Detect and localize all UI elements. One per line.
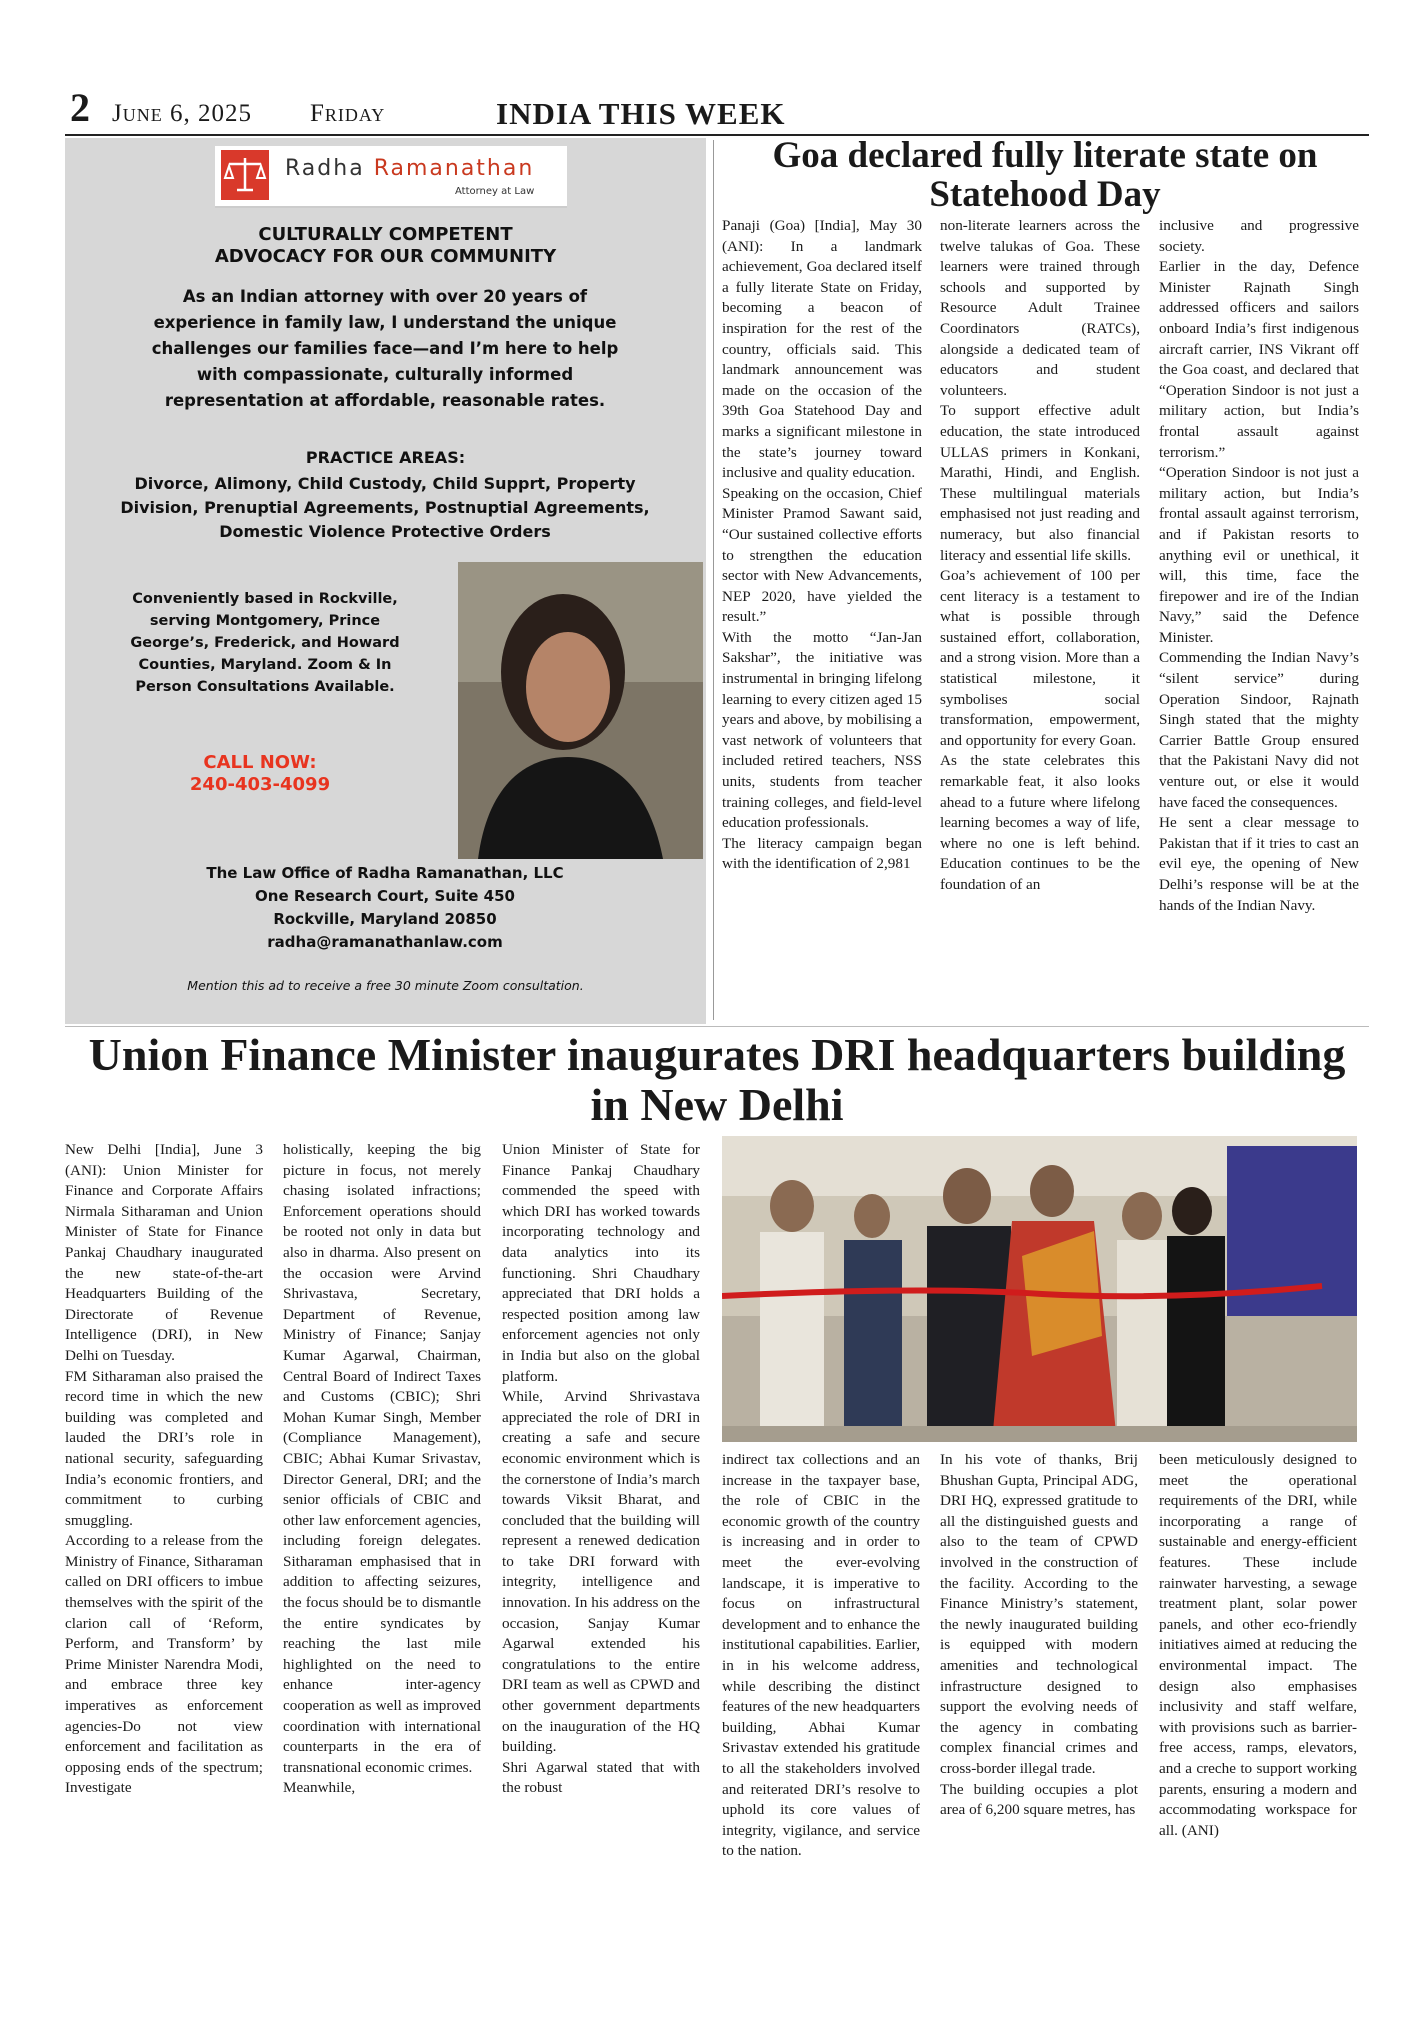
ad-call-now [135,752,385,796]
page-number: 2 [70,85,90,130]
ad-headline: CULTURALLY COMPETENT ADVOCACY FOR OUR COMMUNITY [214,224,557,267]
column-divider [713,140,714,1020]
dri-column-3: Union Minister of State for Finance Pankaj Chaudhary commended the speed with which DRI has worked towards incorporating technology and data analytics into its functioning. Shri Chaudhary appreciated that DRI holds a respected position among law enforcement agencies not only in India but also on the global platform. While, Arvind Shrivastava appreciated the role of DRI in creating a safe and secure economic environment which is the cornerstone of India’s march towards Viksit Bharat, and concluded that the building will represent a renewed dedication to take DRI forward with integrity, intelligence and innovation. In his address on the occasion, Sanjay Kumar Agarwal extended his congratulations to the entire DRI team as well as CPWD and other government departments on the inauguration of the HQ building. Shri Agarwal stated that with the robust [502,1141,700,1797]
practice-areas-list: Divorce, Alimony, Child Custody, Child Supprt, Property Division, Prenuptial Agreements, Postnuptial Agreements, Domestic Violence Protective Orders [120,474,650,541]
law-office-ad [65,138,706,1024]
ad-phone: 240-403-4099 [189,774,331,795]
dri-headline: Union Finance Minister inaugurates DRI headquarters building in New Delhi [88,1029,1346,1130]
issue-date: June 6, 2025 [112,100,252,127]
ad-office-address: The Law Office of Radha Ramanathan, LLC One Research Court, Suite 450 Rockville, Maryland 20850 radha@ramanathanlaw.com [206,864,564,951]
goa-column-2: non-literate learners across the twelve talukas of Goa. These learners were trained through schools and supported by Resource Adult Trainee Coordinators (RATCs), alongside a dedicated team of educators and student volunteers. To support effective adult education, the state introduced ULLAS primers in Konkani, Marathi, Hindi, and English. These multilingual materials emphasised not just reading and numeracy, but also financial literacy and essential life skills. Goa’s achievement of 100 per cent literacy is a testament to what is possible through sustained effort, collaboration, and a strong vision. More than a statistical milestone, it symbolises social transformation, empowerment, and opportunity for every Goan. As the state celebrates this remarkable feat, it also looks ahead to a future where lifelong learning becomes a way of life, where no one is left behind. Education continues to be the foundation of an [940,217,1140,893]
ad-logo [215,146,567,208]
goa-column-1: Panaji (Goa) [India], May 30 (ANI): In a landmark achievement, Goa declared itself a fully literate State on Friday, becoming a beacon of inspiration for the rest of the country, officials said. This landmark announcement was made on the occasion of the 39th Goa Statehood Day and marks a significant milestone in the state’s journey toward inclusive and quality education. Speaking on the occasion, Chief Minister Pramod Sawant said, “Our sustained collective efforts to strengthen the education sector with New Advancements, NEP 2020, have yielded the result.” With the motto “Jan-Jan Sakshar”, the initiative was instrumental in bringing lifelong learning to every citizen aged 15 years and above, by mobilising a vast network of volunteers that included retired teachers, NSS units, students from teacher training colleges, and field-level education professionals. The literacy campaign began with the identification of 2,981 [722,217,922,873]
ad-logo-subtitle: Attorney at Law [455,186,535,197]
ribbon-cutting-photo [722,1136,1357,1442]
issue-day: Friday [310,100,386,127]
attorney-photo [458,562,703,859]
section-divider [65,1026,1369,1027]
masthead: INDIA THIS WEEK [496,96,786,131]
goa-column-3: inclusive and progressive society. Earlier in the day, Defence Minister Rajnath Singh addressed officers and sailors onboard India’s first indigenous aircraft carrier, INS Vikrant off the Goa coast, and declared that “Operation Sindoor is not just a military action, but India’s frontal assault against terrorism.” “Operation Sindoor is not just a military action, but India’s frontal assault against terrorism, and if Pakistan resorts to anything evil or unethical, it will, this time, face the firepower and ire of the Indian Navy,” said the Defence Minister. Commending the Indian Navy’s “silent service” during Operation Sindoor, Rajnath Singh stated that the mighty Carrier Battle Group ensured that the Pakistani Navy did not venture out, or else it would have faced the consequences. He sent a clear message to Pakistan that if it tries to cast an evil eye, the opening of New Delhi’s response will be at the hands of the Indian Navy. [1159,217,1359,914]
ad-intro: As an Indian attorney with over 20 years of experience in family law, I understand the unique challenges our families face—and I’m here to help with compassionate, culturally informed representation at affordable, reasonable rates. [151,287,619,410]
dri-column-5: In his vote of thanks, Brij Bhushan Gupta, Principal ADG, DRI HQ, expressed gratitude to all the distinguished guests and also to the team of CPWD involved in the construction of the facility. According to the Finance Ministry’s statement, the newly inaugurated building is equipped with modern amenities and technological infrastructure designed to support the evolving needs of the agency in combating complex financial crimes and cross-border illegal trade. The building occupies a plot area of 6,200 square metres, has [940,1451,1138,1819]
ad-location: Conveniently based in Rockville, serving Montgomery, Prince George’s, Frederick, and Howard Counties, Maryland. Zoom & In Person Consultations Available. [130,591,400,695]
scales-icon [221,150,269,200]
practice-areas-title: PRACTICE AREAS: [305,448,466,467]
dri-column-4: indirect tax collections and an increase in the taxpayer base, the role of CBIC in the economic growth of the country is increasing and in order to meet the ever-evolving landscape, it is imperative to focus on infrastructural development and to enhance the institutional capabilities. Earlier, in in his welcome address, while describing the distinct features of the new headquarters building, Abhai Kumar Srivastav extended his gratitude to all the stakeholders involved and reiterated DRI’s resolve to uphold its core values of integrity, vigilance, and service to the nation. [722,1451,920,1860]
dri-column-2: holistically, keeping the big picture in focus, not merely chasing isolated infractions; Enforcement operations should be rooted not only in data but also in dharma. Also present on the occasion were Arvind Shrivastava, Secretary, Department of Revenue, Ministry of Finance; Sanjay Kumar Agarwal, Chairman, Central Board of Indirect Taxes and Customs (CBIC); Shri Mohan Kumar Singh, Member (Compliance Management), CBIC; Abhai Kumar Srivastav, Director General, DRI; and the senior officials of CBIC and other law enforcement agencies, including foreign delegates. Sitharaman emphasised that in addition to affecting seizures, the focus should be to dismantle the entire syndicates by reaching the last mile highlighted on the need to enhance inter-agency cooperation as well as improved coordination with international counterparts in the era of transnational economic crimes. Meanwhile, [283,1141,481,1797]
goa-headline: Goa declared fully literate state on Statehood Day [772,135,1318,215]
ad-mention: Mention this ad to receive a free 30 minute Zoom consultation. [187,978,584,993]
ad-logo-name: Radha Ramanathan [285,156,535,181]
call-now-label: CALL NOW: [203,752,317,773]
dri-column-1: New Delhi [India], June 3 (ANI): Union Minister for Finance and Corporate Affairs Nirmala Sitharaman and Union Minister of State for Finance Pankaj Chaudhary inaugurated the new state-of-the-art Headquarters Building of the Directorate of Revenue Intelligence (DRI), in New Delhi on Tuesday. FM Sitharaman also praised the record time in which the new building was completed and lauded the DRI’s role in national security, safeguarding India’s economic frontiers, and commitment to curbing smuggling. According to a release from the Ministry of Finance, Sitharaman called on DRI officers to imbue themselves with the spirit of the clarion call of ‘Reform, Perform, and Transform’ by Prime Minister Narendra Modi, and embrace three key imperatives as enforcement agencies-Do not view enforcement and facilitation as opposing ends of the spectrum; Investigate [65,1141,263,1797]
dri-column-6: been meticulously designed to meet the operational requirements of the DRI, while incorporating a range of sustainable and energy-efficient features. These include rainwater harvesting, a sewage treatment plant, solar power panels, and other eco-friendly initiatives aimed at reducing the environmental impact. The design also emphasises inclusivity and staff welfare, with provisions such as barrier-free access, ramps, elevators, and a creche to support working parents, ensuring a modern and accommodating workspace for all. (ANI) [1159,1451,1357,1839]
